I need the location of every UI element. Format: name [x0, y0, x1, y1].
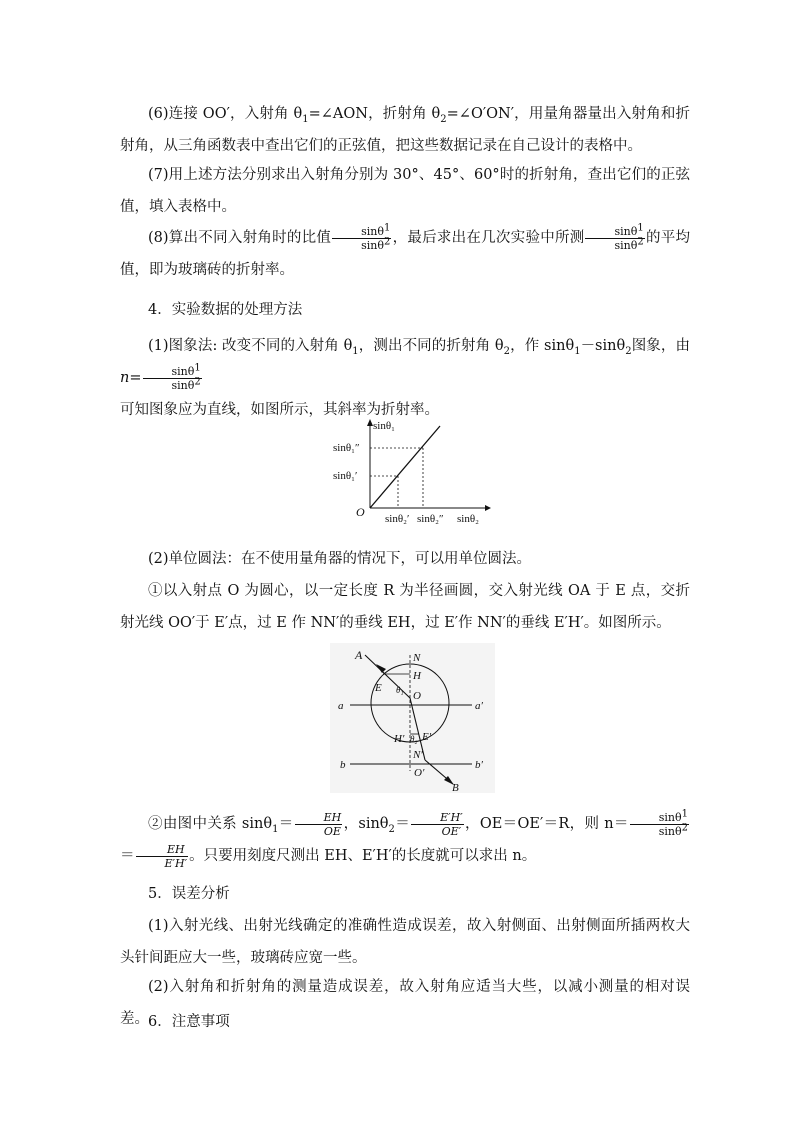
label-A: A: [355, 648, 363, 662]
x-tick-lo: sinθ₂′: [385, 513, 410, 525]
graph-line: [370, 426, 440, 508]
step-7: (7)用上述方法分别求出入射角分别为 30°、45°、60°时的折射角，查出它们的正弦值，填入表格中。: [120, 167, 690, 215]
y-tick-lo: sinθ₁′: [333, 470, 358, 482]
method-unit-circle-step-1: ①以入射点 O 为圆心，以一定长度 R 为半径画圆，交入射光线 OA 于 E 点，交折射光线 OO′于 E′点，过 E 作 NN′的垂线 EH，过 E′作 NN′的垂线 E′H′。如图所示。: [120, 583, 690, 631]
label-b-prime: b′: [475, 759, 483, 771]
eh-oe-fraction: $\frac{EH}{OE}$: [295, 811, 343, 838]
method-unit-circle-step-2: ②由图中关系 sinθ$_1$＝ $\frac{EH}{OE}$ ，sinθ$_2$＝ $\frac{E'H'}{OE'}$ ，OE＝OE′＝R，则 n＝ $\frac{\sin\theta^1}{\sin\theta^2}$ ＝ $\frac{EH}{E'H'}$ 。只要用刻度尺测出 EH、E′H′的长度就可以求出 n。: [120, 807, 689, 870]
label-H-prime: H′: [394, 733, 405, 745]
sin-ratio-fraction: $\frac{\sin\theta^1}{\sin\theta^2}$: [630, 811, 689, 838]
step-8: (8)算出不同入射角时的比值 $\frac{\sin\theta^1}{\sin\theta^2}$ ，最后求出在几次实验中所测 $\frac{\sin\theta^1}{\sin\theta^2}$ 的平均值，即为玻璃砖的折射率。: [120, 221, 691, 278]
label-theta2: θ₂: [410, 734, 418, 744]
x-tick-hi: sinθ₂″: [417, 513, 444, 525]
origin-label: O: [356, 505, 365, 519]
label-E-prime: E′: [422, 731, 432, 743]
label-O-prime: O′: [414, 767, 425, 779]
eh-ehp-fraction: $\frac{EH}{E'H'}$: [136, 843, 189, 870]
label-a-prime: a′: [475, 700, 483, 712]
section-5-heading: 5．误差分析: [148, 886, 230, 902]
error-1: (1)入射光线、出射光线确定的准确性造成误差，故入射侧面、出射侧面所插两枚大头针间距应大一些，玻璃砖应宽一些。: [120, 918, 690, 966]
unit-circle-figure: [330, 643, 495, 793]
section-4-heading: 4．实验数据的处理方法: [148, 302, 303, 318]
section-6-heading: 6．注意事项: [148, 1014, 230, 1030]
label-E: E: [375, 682, 382, 694]
ratio-fraction: $\frac{\sin\theta^1}{\sin\theta^2}$: [332, 225, 391, 252]
ratio-fraction-2: $\frac{\sin\theta^1}{\sin\theta^2}$: [585, 225, 644, 252]
y-tick-hi: sinθ₁″: [333, 442, 360, 454]
label-B: B: [452, 782, 459, 793]
label-a: a: [338, 700, 344, 712]
y-axis-label: sinθ₁: [373, 420, 395, 432]
x-axis-label: sinθ₂: [457, 513, 479, 525]
label-N-prime: N′: [413, 749, 423, 761]
label-N: N: [413, 652, 421, 664]
step-6: (6)连接 OO′，入射角 $\theta_1=\angle AON$，折射角 $\theta_2=\angle O'ON'$，用量角器量出入射角和折射角，从三角函数表中查出它们的正弦值，把这些数据记录在自己设计的表格中。: [120, 106, 690, 154]
method-graph: (1)图象法: 改变不同的入射角 $\theta_1$，测出不同的折射角 $\theta_2$，作 sinθ$_1$－sinθ$_2$图象，由 n= $\frac{\sin\theta^1}{\sin\theta^2}$ 可知图象应为直线，如图所示，其斜率为折射率。: [120, 338, 691, 418]
n-fraction: $\frac{\sin\theta^1}{\sin\theta^2}$: [143, 365, 202, 392]
error-2: (2)入射角和折射角的测量造成误差，故入射角应适当大些，以减小测量的相对误差。: [120, 979, 690, 1027]
ehp-oep-fraction: $\frac{E'H'}{OE'}$: [411, 811, 464, 838]
figure-background: [330, 643, 495, 793]
label-H: H: [413, 670, 421, 682]
label-theta1: θ₁: [396, 685, 404, 695]
method-unit-circle: (2)单位圆法：在不使用量角器的情况下，可以用单位圆法。: [148, 551, 532, 567]
sin-graph: [325, 412, 500, 527]
label-b: b: [340, 759, 346, 771]
x-axis-arrow: [485, 505, 491, 511]
label-O: O: [413, 690, 421, 702]
